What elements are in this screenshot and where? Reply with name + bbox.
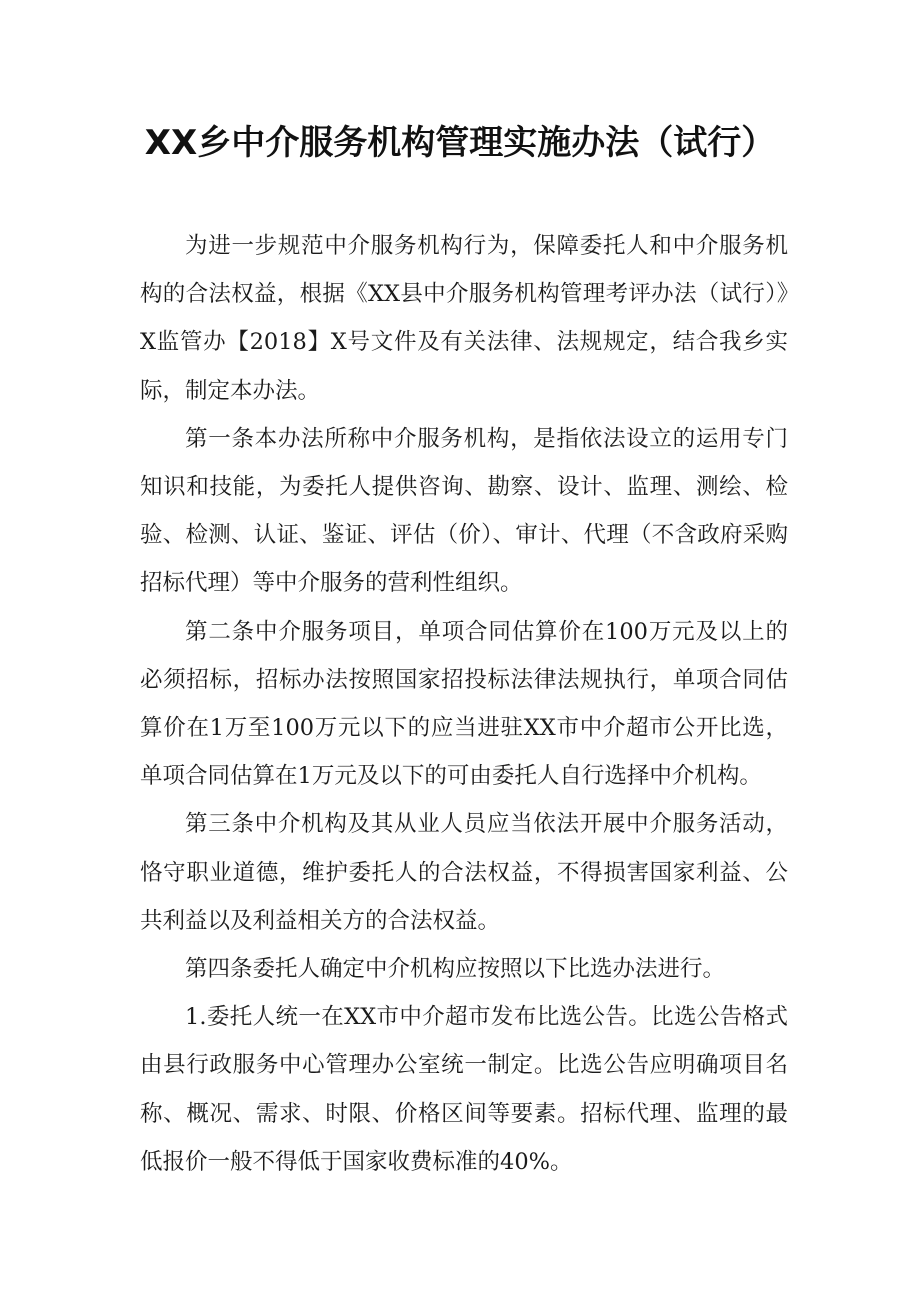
paragraph-article-3: 第三条中介机构及其从业人员应当依法开展中介服务活动，恪守职业道德，维护委托人的合法权益，不得损害国家利益、公共利益以及利益相关方的合法权益。 [140, 811, 788, 934]
paragraph-article-4: 第四条委托人确定中介机构应按照以下比选办法进行。 [185, 956, 726, 983]
document-title: XX乡中介服务机构管理实施办法（试行） [144, 123, 776, 163]
document-body [140, 222, 788, 1186]
paragraph-item-1: 1.委托人统一在XX市中介超市发布比选公告。比选公告格式由县行政服务中心管理办公室统一制定。比选公告应明确项目名称、概况、需求、时限、价格区间等要素。招标代理、监理的最低报价一般不得低于国家收费标准的40%。 [140, 1004, 788, 1175]
paragraph-article-1: 第一条本办法所称中介服务机构，是指依法设立的运用专门知识和技能，为委托人提供咨询、勘察、设计、监理、测绘、检验、检测、认证、鉴证、评估（价）、审计、代理（不含政府采购招标代理）等中介服务的营利性组织。 [140, 425, 788, 597]
paragraph-preamble: 为进一步规范中介服务机构行为，保障委托人和中介服务机构的合法权益，根据《XX县中介服务机构管理考评办法（试行）》X监管办【2018】X号文件及有关法律、法规规定，结合我乡实际，制定本办法。 [140, 233, 788, 404]
paragraph-article-2: 第二条中介服务项目，单项合同估算价在100万元及以上的必须招标，招标办法按照国家招投标法律法规执行，单项合同估算价在1万至100万元以下的应当进驻XX市中介超市公开比选，单项合同估算在1万元及以下的可由委托人自行选择中介机构。 [140, 618, 788, 790]
